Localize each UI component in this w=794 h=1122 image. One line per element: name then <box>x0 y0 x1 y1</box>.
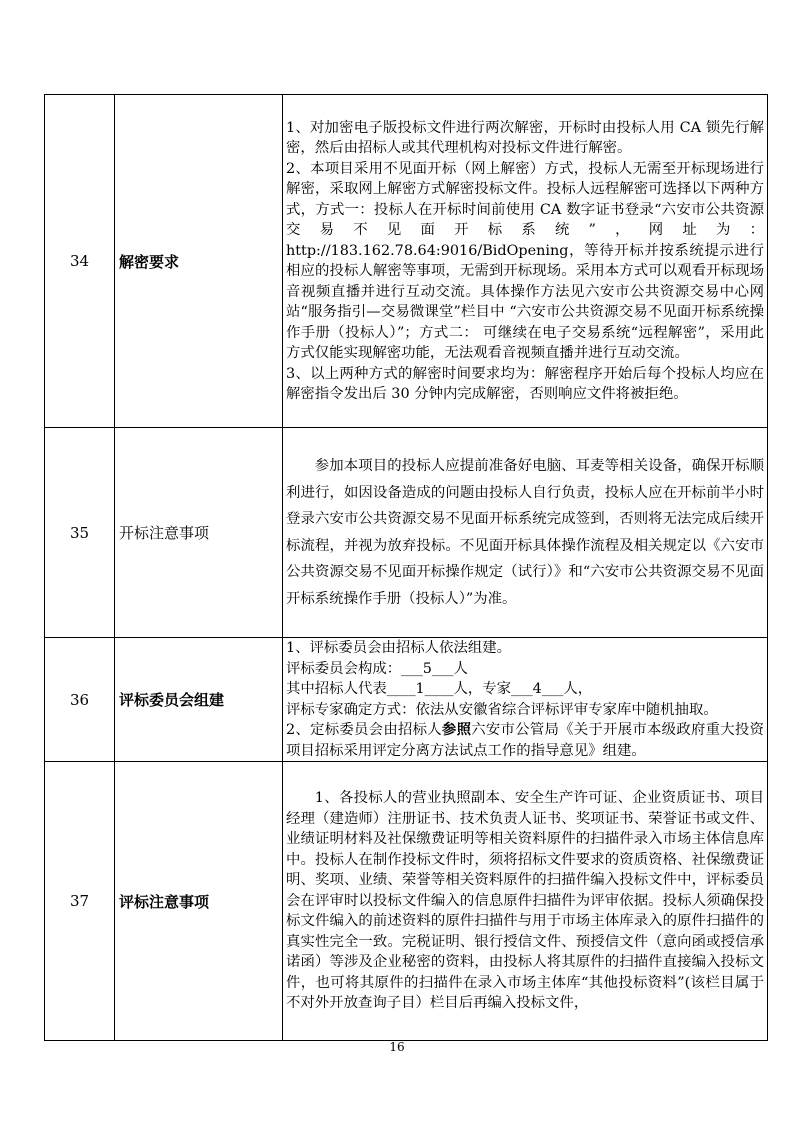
row-number: 35 <box>45 428 115 638</box>
row-number: 36 <box>45 638 115 762</box>
paragraph: 参加本项目的投标人应提前准备好电脑、耳麦等相关设备，确保开标顺利进行，如因设备造成的问题由投标人自行负责，投标人应在开标前半小时登录六安市公共资源交易不见面开标系统完成签到，否则将无法完成后续开标流程，并视为放弃投标。不见面开标具体操作流程及相关规定以《六安市公共资源交易不见面开标操作规定（试行）》和“六安市公共资源交易不见面开标系统操作手册（投标人）”为准。 <box>286 458 764 607</box>
emphasis-text: 参照 <box>441 721 472 738</box>
row-number: 37 <box>45 762 115 1041</box>
paragraph <box>286 720 764 761</box>
paragraph: 1、各投标人的营业执照副本、安全生产许可证、企业资质证书、项目经理（建造师）注册证书、技术负责人证书、奖项证书、荣誉证书或文件、业绩证明材料及社保缴费证明等相关资料原件的扫描件录入市场主体信息库中。投标人在制作投标文件时，须将招标文件要求的资质资格、社保缴费证明、奖项、业绩、荣誉等相关资料原件的扫描件编入投标文件中，评标委员会在评审时以投标文件编入的信息原件扫描件为评审依据。投标人须确保投标文件编入的前述资料的原件扫描件与用于市场主体库录入的原件扫描件的真实性完全一致。完税证明、银行授信文件、预授信文件（意向函或授信承诺函）等涉及企业秘密的资料，由投标人将其原件的扫描件直接编入投标文件，也可将其原件的扫描件在录入市场主体库“其他投标资料”(该栏目属于不对外开放查询子目）栏目后再编入投标文件， <box>286 790 764 1012</box>
expert-value: ___4___ <box>511 681 564 697</box>
unit-text: 人， <box>563 681 593 697</box>
row-title: 评标委员会组建 <box>115 638 283 762</box>
row-title: 开标注意事项 <box>115 428 283 638</box>
table-row <box>45 762 768 1041</box>
committee-size-line <box>286 659 764 680</box>
row-content <box>283 428 768 638</box>
row-content <box>283 95 768 428</box>
text-span: 六安市公管局《关于开展市本级政府重大投资项目招标采用评定分离方法试点工作的指导意见》组建。 <box>286 722 764 759</box>
row-title: 评标注意事项 <box>115 762 283 1041</box>
committee-size-label: 评标委员会构成： <box>286 660 402 677</box>
table-row <box>45 428 768 638</box>
row-content <box>283 762 768 1041</box>
requirements-table <box>44 94 768 1041</box>
table-row <box>45 638 768 762</box>
committee-size-value: ___5___ <box>401 660 454 677</box>
row-content <box>283 638 768 762</box>
paragraph: 1、评标委员会由招标人依法组建。 <box>286 640 512 656</box>
paragraph: 评标专家确定方式：依法从安徽省综合评标评审专家库中随机抽取。 <box>286 701 718 718</box>
paragraph: 1、对加密电子版投标文件进行两次解密，开标时由投标人用 CA 锁先行解密，然后由招标人或其代理机构对投标文件进行解密。 <box>286 119 764 156</box>
table-row <box>45 95 768 428</box>
owner-rep-value: ____1____ <box>386 681 454 697</box>
text-span: 2、定标委员会由招标人 <box>286 722 442 738</box>
page-number: 16 <box>389 1040 405 1054</box>
unit-text: 人 <box>453 660 468 677</box>
row-number: 34 <box>45 95 115 428</box>
paragraph: 3、以上两种方式的解密时间要求均为：解密程序开始后每个投标人均应在解密指令发出后 30 分钟内完成解密，否则响应文件将被拒绝。 <box>286 365 764 402</box>
paragraph: 2、本项目采用不见面开标（网上解密）方式，投标人无需至开标现场进行解密，采取网上解密方式解密投标文件。投标人远程解密可选择以下两种方式，方式一：投标人在开标时间前使用 CA 数字证书登录“六安市公共资源交易不见面开标系统”，网址为：http://183.162.78.64:9016/BidOpening，等待开标并按系统提示进行相应的投标人解密等事项，无需到开标现场。采用本方式可以观看开标现场音视频直播并进行互动交流。具体操作方法见六安市公共资源交易中心网站“服务指引—交易微课堂”栏目中 “六安市公共资源交易不见面开标系统操作手册（投标人）”；方式二： 可继续在电子交易系统“远程解密”，采用此方式仅能实现解密功能，无法观看音视频直播并进行互动交流。 <box>286 160 764 361</box>
committee-composition-line <box>286 679 764 700</box>
owner-rep-label: 其中招标人代表 <box>286 681 387 697</box>
row-title: 解密要求 <box>115 95 283 428</box>
expert-label: 人，专家 <box>453 681 512 697</box>
